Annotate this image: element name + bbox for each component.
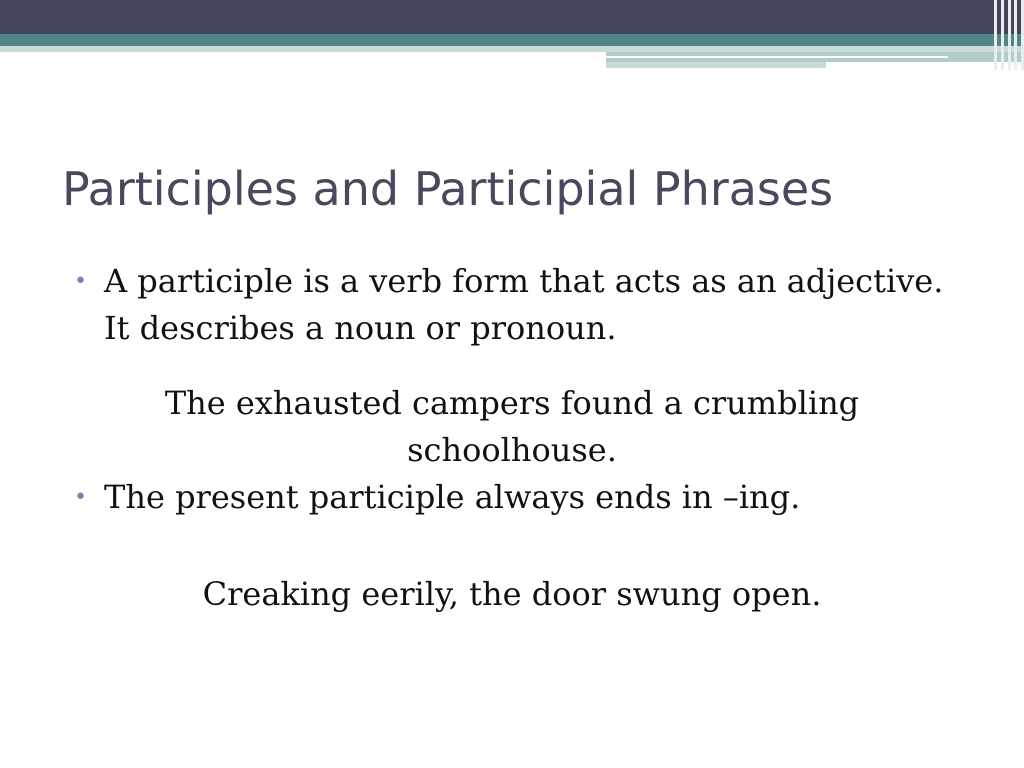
bullet-icon: •: [74, 485, 87, 510]
bullet-icon: •: [74, 269, 87, 294]
bullet-text: The present participle always ends in –ing.: [104, 478, 801, 516]
example-sentence: The exhausted campers found a crumbling schoolhouse.: [164, 384, 860, 469]
header-band-teal: [0, 34, 1024, 46]
bullet-text: A participle is a verb form that acts as an adjective. It describes a noun or pronoun.: [104, 262, 944, 347]
header-band-dark: [0, 0, 1024, 34]
example-sentence: Creaking eerily, the door swung open.: [202, 575, 822, 613]
bullet-item: [72, 258, 952, 352]
header-stripes: [994, 0, 1024, 70]
slide-body: [72, 258, 952, 618]
header-band-highlight: [606, 56, 948, 58]
header-band-light-short: [606, 62, 826, 68]
slide-title: Participles and Participial Phrases: [62, 162, 834, 216]
bullet-item: [72, 474, 952, 521]
